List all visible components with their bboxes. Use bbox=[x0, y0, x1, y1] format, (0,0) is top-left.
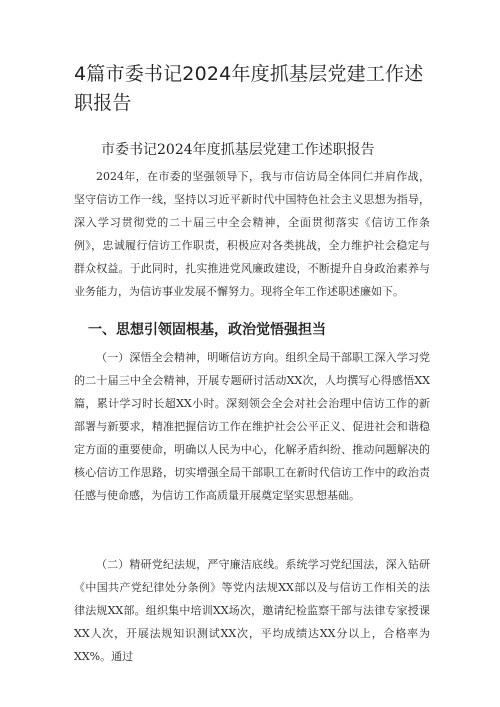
section-heading-1: 一、思想引领固根基，政治觉悟强担当 bbox=[88, 322, 326, 338]
body-paragraph-2: （二）精研党纪法规，严守廉洁底线。系统学习党纪国法，深入钻研《中国共产党纪律处分条例》等党内法规XX部以及与信访工作相关的法律法规XX部。组织集中培训XX场次，邀请纪检监察干部与法律专家授课XX人次，开展法规知识测试XX次，平均成绩达XX分以上，合格率为XX%。通过 bbox=[74, 558, 430, 663]
document-title: 4篇市委书记2024年度抓基层党建工作述职报告 bbox=[74, 63, 424, 114]
body-paragraph-1: （一）深悟全会精神，明晰信访方向。组织全局干部职工深入学习党的二十届三中全会精神，开展专题研讨活动XX次，人均撰写心得感悟XX篇，累计学习时长超XX小时。深刻领会全会对社会治理中信访工作的新部署与新要求，精准把握信访工作在维护社会公平正义、促进社会和谐稳定方面的重要使命，明确以人民为中心，化解矛盾纠纷、推动问题解决的核心信访工作思路，切实增强全局干部职工在新时代信访工作中的政治责任感与使命感，为信访工作高质量开展奠定坚实思想基础。 bbox=[74, 351, 430, 502]
intro-paragraph: 2024年，在市委的坚强领导下，我与市信访局全体同仁并肩作战，坚守信访工作一线，坚持以习近平新时代中国特色社会主义思想为指导，深入学习贯彻党的二十届三中全会精神，全面贯彻落实《信访工作条例》，忠诚履行信访工作职责，积极应对各类挑战，全力维护社会稳定与群众权益。于此同时，扎实推进党风廉政建设，不断提升自身政治素养与业务能力，为信访事业发展不懈努力。现将全年工作述职述廉如下。 bbox=[74, 170, 430, 298]
report-subtitle: 市委书记2024年度抓基层党建工作述职报告 bbox=[101, 142, 375, 158]
